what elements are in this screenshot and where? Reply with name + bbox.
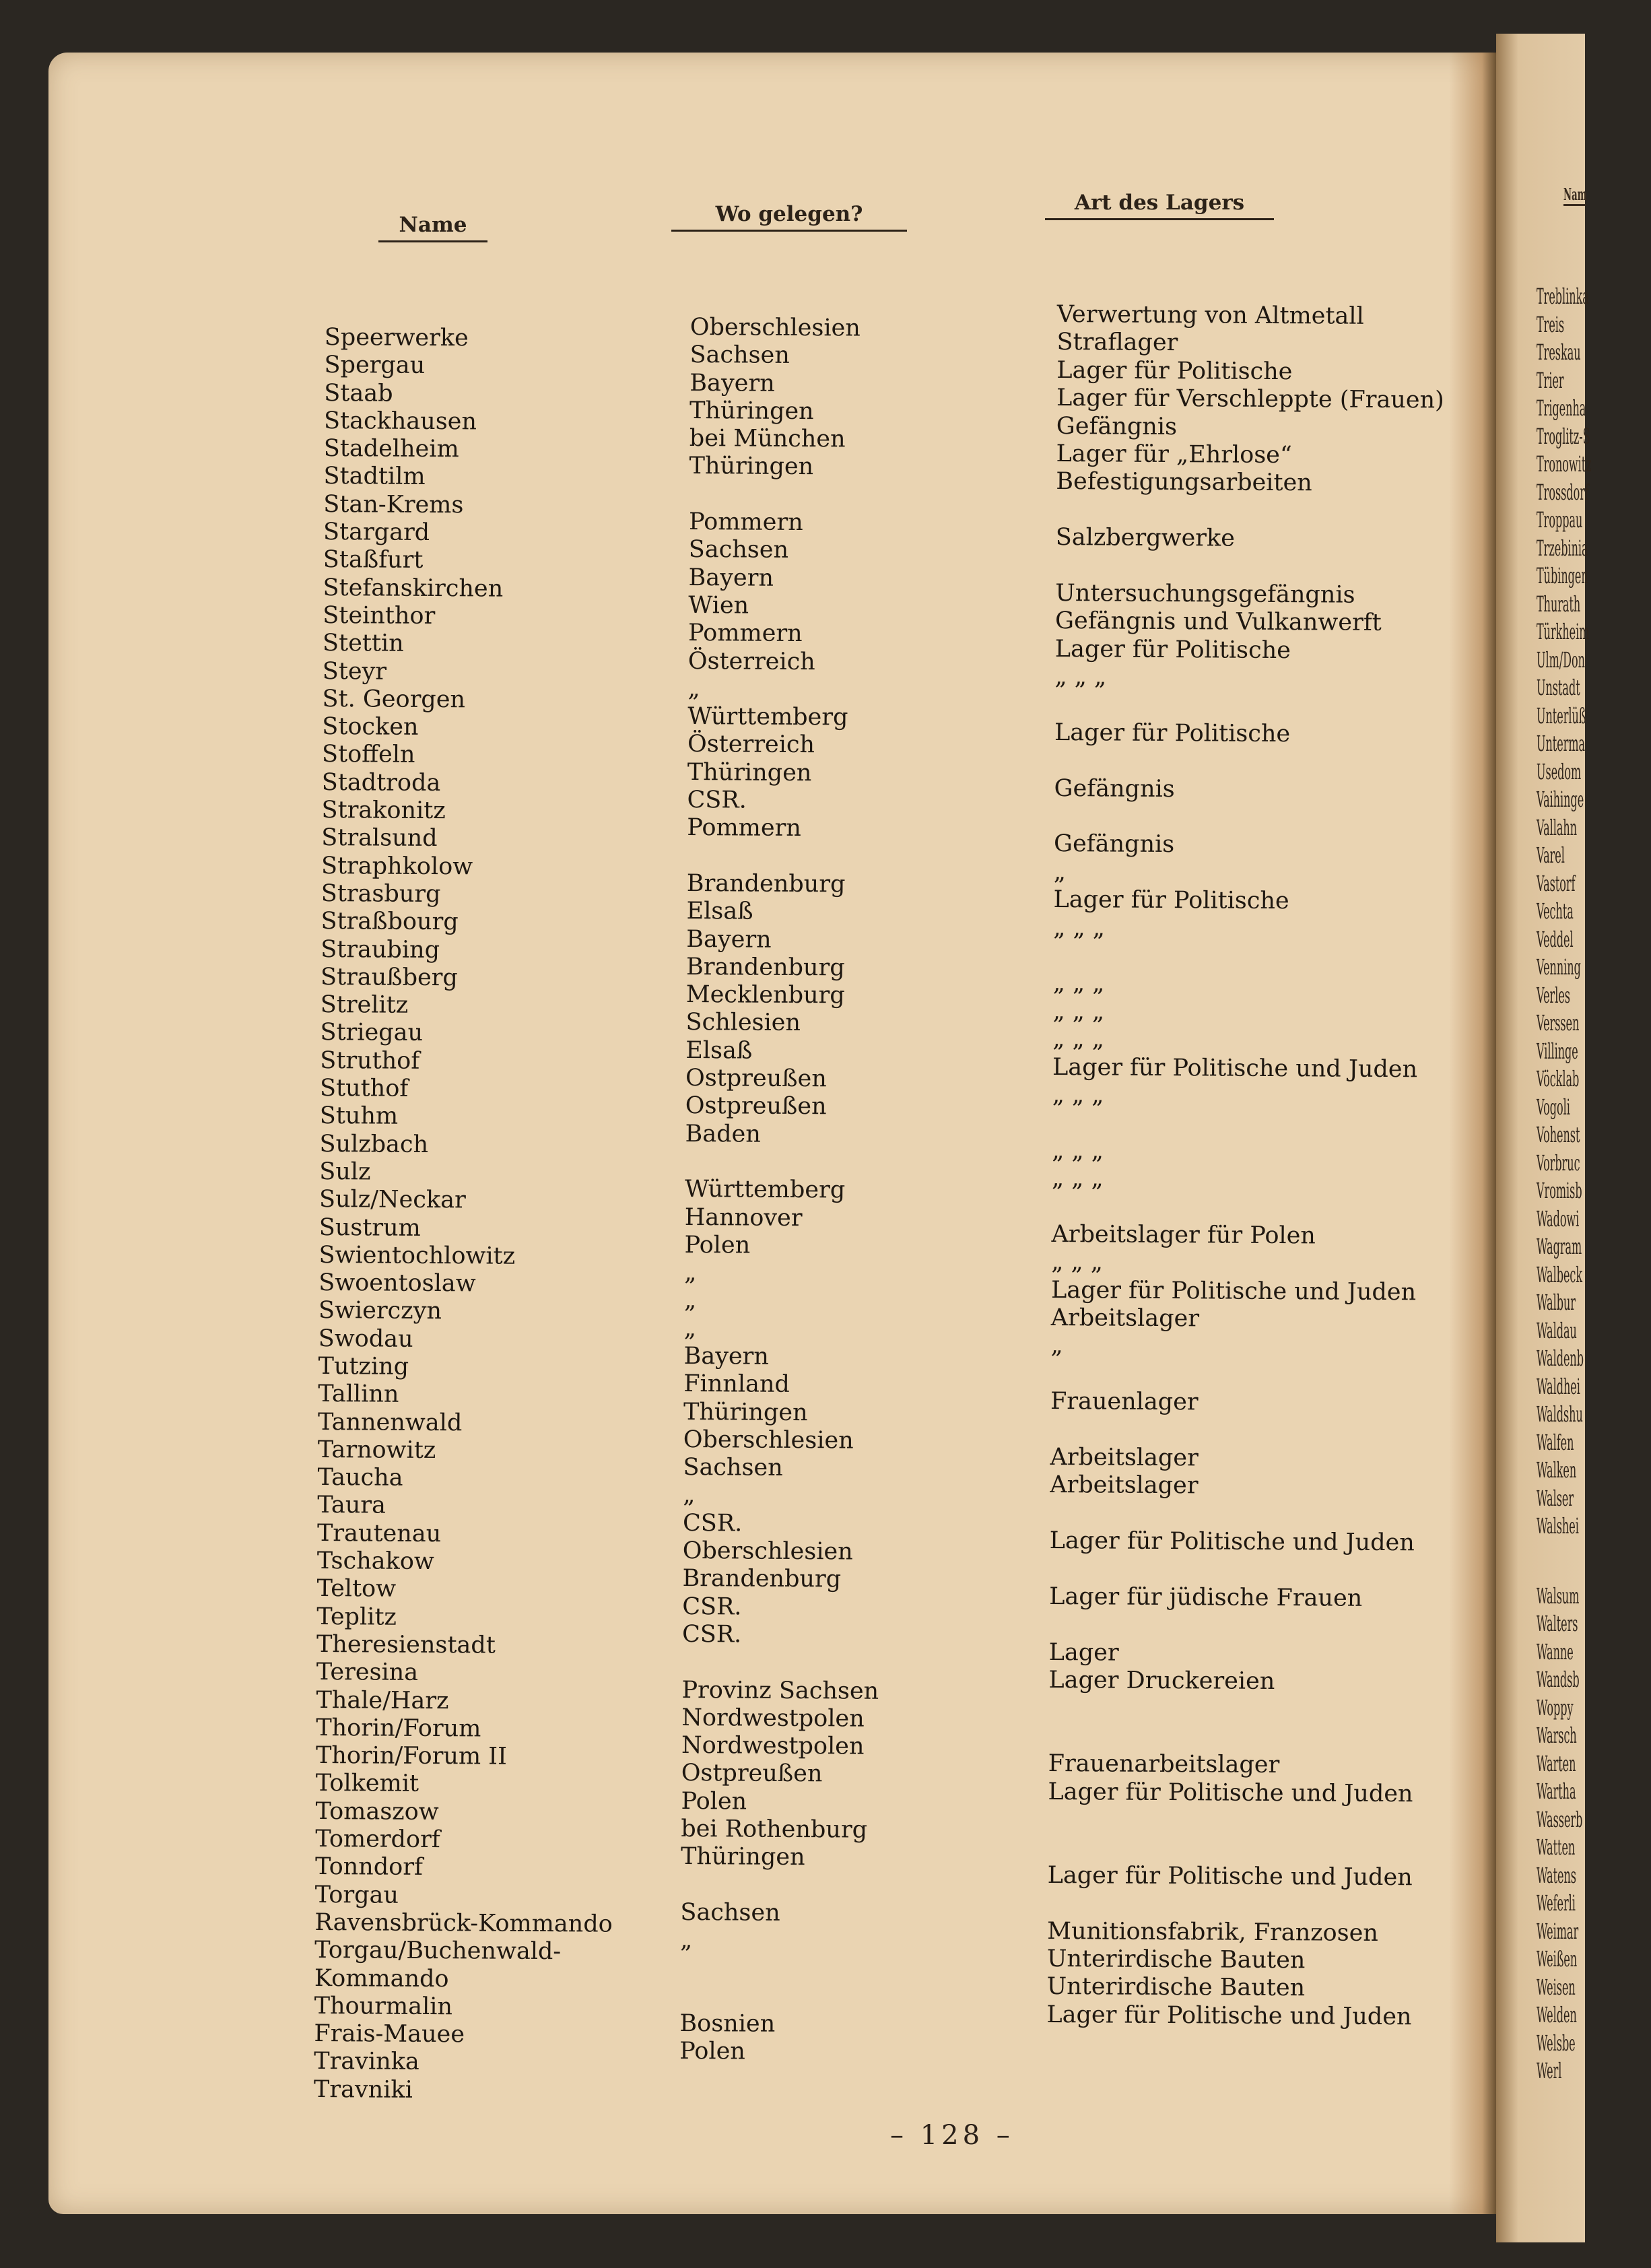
camp-type: [1054, 691, 1442, 721]
camp-type: [1054, 747, 1442, 777]
camp-name: Frais-Mauee: [314, 2020, 465, 2048]
camp-location: Bayern: [686, 925, 772, 954]
next-page-entry: Waldhei: [1537, 1373, 1580, 1399]
next-page-entry: Weisen: [1537, 1974, 1576, 2000]
camp-location: „: [683, 1287, 697, 1314]
camp-type: [1050, 1500, 1438, 1530]
camp-location: Oberschlesien: [689, 314, 861, 342]
next-page-entry: [1537, 1541, 1594, 1582]
camp-location: Polen: [684, 1231, 751, 1259]
next-page-entry: Troglitz-S: [1537, 423, 1590, 449]
camp-location: Polen: [681, 1787, 747, 1815]
camp-location: Sachsen: [688, 536, 789, 564]
camp-type: „ „ „: [1052, 997, 1105, 1026]
camp-name: Swodau: [318, 1325, 413, 1353]
camp-name: Thorin/Forum: [316, 1714, 481, 1743]
next-page-entry: Thurath: [1537, 591, 1581, 617]
camp-location: Österreich: [687, 731, 815, 759]
camp-location: Mecklenburg: [685, 981, 845, 1009]
camp-name: Spergau: [324, 352, 426, 380]
camp-name: Stadelheim: [323, 435, 459, 463]
camp-type: [1047, 1890, 1435, 1920]
camp-name: Steyr: [322, 657, 387, 686]
document-page: [48, 53, 1496, 2214]
camp-location: Thüringen: [683, 1398, 808, 1426]
camp-type: Untersuchungsgefängnis: [1055, 579, 1355, 609]
camp-location: Baden: [685, 1120, 761, 1148]
camp-name: Trautenau: [316, 1519, 442, 1547]
camp-location: „: [683, 1314, 697, 1342]
next-page-entry: Warten: [1537, 1750, 1576, 1776]
camp-type: Verwertung von Altmetall: [1056, 301, 1364, 330]
camp-type: Lager für Politische und Juden: [1052, 1053, 1418, 1083]
camp-type: Frauenlager: [1050, 1388, 1199, 1416]
next-page-entry: Unstadt: [1537, 675, 1580, 700]
camp-location: Sachsen: [689, 341, 790, 370]
camp-type: Salzbergwerke: [1055, 524, 1236, 552]
camp-location: „: [687, 675, 700, 702]
camp-location: Württemberg: [687, 703, 848, 731]
camp-location: CSR.: [687, 787, 747, 814]
camp-name: Staßfurt: [323, 546, 424, 574]
camp-type: [1048, 1694, 1436, 1725]
camp-type: Gefängnis: [1053, 830, 1175, 859]
next-page-entry: Ulm/Don: [1537, 646, 1585, 673]
camp-type: Lager: [1048, 1638, 1119, 1667]
next-page-entry-list: [1537, 283, 1651, 2086]
next-page-entry: Weimar: [1537, 1918, 1579, 1944]
type-column: [1046, 301, 1444, 2032]
page-number: – 128 –: [890, 2120, 1014, 2151]
next-page-entry: Vechta: [1537, 898, 1574, 924]
camp-location: Pommern: [687, 814, 802, 842]
next-page-entry: Trigenha: [1537, 395, 1586, 421]
camp-name: Sulzbach: [319, 1130, 429, 1158]
camp-name: Sulz/Neckar: [318, 1186, 466, 1214]
camp-type: Unterirdische Bauten: [1046, 1973, 1306, 2002]
camp-type: [1052, 1109, 1440, 1139]
next-page-entry: Waldenb: [1537, 1345, 1584, 1371]
next-page-entry: Veddel: [1537, 926, 1574, 952]
camp-name: Thourmalin: [314, 1992, 453, 2021]
camp-location: Wien: [688, 591, 749, 620]
camp-name: Taura: [317, 1492, 386, 1520]
camp-location: CSR.: [682, 1593, 742, 1621]
next-page-entry: Vromisb: [1537, 1178, 1582, 1203]
next-page-entry: Troppau: [1537, 507, 1583, 533]
camp-type: Arbeitslager für Polen: [1051, 1220, 1316, 1250]
camp-type: [1052, 1193, 1440, 1223]
camp-name: Tolkemit: [315, 1770, 419, 1798]
camp-location: Ostpreußen: [681, 1760, 823, 1788]
camp-type: Gefängnis und Vulkanwerft: [1054, 607, 1382, 637]
camp-name: Tomerdorf: [315, 1825, 440, 1854]
camp-location: [680, 1954, 877, 1983]
camp-location: Schlesien: [685, 1009, 801, 1037]
camp-name: Straubing: [321, 935, 440, 964]
camp-type: Munitionsfabrik, Franzosen: [1047, 1917, 1379, 1947]
next-page-entry: Walfen: [1537, 1429, 1574, 1455]
camp-location: Thüringen: [689, 453, 814, 481]
camp-location: Thüringen: [680, 1843, 805, 1871]
camp-name: Stadtilm: [323, 463, 426, 491]
next-page-entry: Trossdorf: [1537, 479, 1589, 505]
next-page-edge: [1496, 34, 1592, 2242]
camp-type: Lager für „Ehrlose“: [1056, 440, 1292, 469]
camp-name: Swoentoslaw: [318, 1269, 476, 1298]
camp-type: „: [1050, 1332, 1063, 1360]
camp-name: Stocken: [322, 713, 419, 741]
next-page-entry: Wartha: [1537, 1778, 1576, 1804]
camp-type: [1048, 1806, 1436, 1836]
camp-type: „ „ „: [1052, 1081, 1104, 1109]
camp-location: Nordwestpolen: [681, 1704, 865, 1733]
camp-name: Straphkolow: [321, 852, 473, 881]
camp-location: bei München: [689, 425, 846, 453]
camp-type: Lager für Politische: [1056, 356, 1293, 385]
next-page-entry: Weferli: [1537, 1890, 1576, 1916]
camp-name: Swierczyn: [318, 1297, 442, 1325]
next-page-entry: Wadowi: [1537, 1205, 1580, 1232]
camp-name: Sulz: [319, 1158, 371, 1186]
camp-type: Arbeitslager: [1050, 1304, 1200, 1333]
camp-type: Lager Druckereien: [1048, 1667, 1275, 1696]
camp-name: Stralsund: [321, 824, 438, 853]
camp-type: Lager für Politische und Juden: [1048, 1778, 1413, 1807]
camp-name: Tutzing: [318, 1352, 409, 1380]
camp-type: [1056, 496, 1444, 527]
camp-name: Strasburg: [321, 879, 441, 908]
camp-type: Lager für Politische und Juden: [1049, 1527, 1415, 1557]
next-page-entry: Türkheim: [1537, 619, 1590, 644]
camp-name: Stargard: [323, 519, 430, 547]
camp-location: „: [680, 1927, 693, 1954]
next-page-entry: Warsch: [1537, 1723, 1577, 1748]
camp-location: Elsaß: [685, 1036, 753, 1065]
next-page-entry: Waldshu: [1537, 1401, 1583, 1427]
camp-name: Torgau/Buchenwald-: [314, 1937, 562, 1966]
camp-type: Lager für Verschleppte (Frauen): [1056, 385, 1444, 414]
camp-name: Stuhm: [319, 1102, 399, 1131]
next-page-entry: Villinge: [1537, 1038, 1578, 1064]
camp-location: [689, 481, 886, 510]
camp-name: Steinthor: [323, 601, 436, 630]
next-page-column-header: Nam: [1563, 185, 1586, 206]
next-page-entry: Treblinka: [1537, 284, 1589, 309]
camp-type: „ „ „: [1052, 970, 1105, 997]
camp-location: „: [683, 1481, 696, 1509]
camp-name: Swientochlowitz: [318, 1241, 516, 1270]
next-page-entry: Unterma: [1537, 731, 1586, 756]
camp-name: Ravensbrück-Kommando: [314, 1908, 613, 1938]
camp-type: [1048, 1834, 1436, 1864]
camp-location: Finnland: [683, 1370, 790, 1399]
camp-name: Tarnowitz: [317, 1436, 436, 1464]
camp-location: bei Rothenburg: [681, 1815, 868, 1844]
camp-name: St. Georgen: [322, 685, 466, 714]
next-page-entry: Verssen: [1537, 1010, 1580, 1036]
camp-location: Elsaß: [686, 898, 753, 925]
camp-name: Striegau: [320, 1019, 424, 1047]
camp-name: Straßbourg: [321, 908, 459, 936]
camp-name: Strelitz: [320, 991, 409, 1019]
camp-type: „ „ „: [1053, 914, 1106, 942]
location-column: [679, 314, 887, 2067]
camp-name: Torgau: [314, 1881, 399, 1909]
column-header-location: Wo gelegen?: [671, 202, 907, 232]
camp-location: Sachsen: [680, 1898, 780, 1927]
camp-location: Bosnien: [679, 2010, 776, 2038]
camp-location: Thüringen: [689, 397, 814, 426]
camp-type: [1054, 803, 1442, 833]
camp-name: Struthof: [320, 1046, 420, 1075]
camp-type: Straflager: [1056, 329, 1178, 357]
camp-name: Tschakow: [316, 1547, 434, 1576]
next-page-entry: Welsbe: [1537, 2030, 1576, 2056]
next-page-entry: Wagram: [1537, 1234, 1582, 1259]
camp-location: [681, 1871, 878, 1900]
camp-type: „: [1053, 858, 1067, 886]
next-page-entry: Venning: [1537, 954, 1581, 980]
camp-name: Stettin: [322, 630, 404, 657]
next-page-entry: Varel: [1537, 842, 1565, 868]
camp-name: Tannenwald: [317, 1408, 463, 1436]
camp-location: Bayern: [688, 564, 774, 592]
camp-location: Hannover: [684, 1203, 803, 1232]
camp-location: CSR.: [682, 1509, 743, 1537]
camp-location: Oberschlesien: [683, 1426, 854, 1455]
camp-location: Bayern: [689, 369, 775, 397]
next-page-entry: Unterlüß: [1537, 702, 1586, 729]
next-page-entry: Usedom: [1537, 758, 1582, 785]
camp-name: Stadtroda: [321, 768, 441, 797]
column-header-type: Art des Lagers: [1045, 191, 1274, 220]
next-page-entry: Walken: [1537, 1457, 1577, 1483]
next-page-entry: Trzebinia: [1537, 535, 1588, 561]
camp-type: Gefängnis: [1056, 412, 1178, 440]
camp-name: Travniki: [313, 2075, 413, 2104]
camp-location: [685, 1148, 882, 1177]
camp-name: Stuthof: [319, 1074, 409, 1102]
camp-location: Bayern: [683, 1342, 770, 1370]
camp-location: Thüringen: [687, 758, 812, 787]
next-page-entry: Vöcklab: [1537, 1066, 1580, 1092]
camp-type: „ „ „: [1052, 1026, 1105, 1053]
page-gutter-shadow: [1449, 53, 1496, 2214]
camp-location: [687, 842, 884, 871]
next-page-entry: Watten: [1537, 1834, 1576, 1860]
next-page-entry: Wandsb: [1537, 1667, 1580, 1692]
camp-name: Thorin/Forum II: [315, 1742, 508, 1770]
camp-type: [1049, 1611, 1437, 1641]
camp-name: Stackhausen: [323, 407, 477, 436]
camp-name: Tonndorf: [314, 1853, 424, 1881]
camp-type: [1050, 1416, 1438, 1446]
camp-name: Taucha: [317, 1464, 403, 1492]
camp-name: Thale/Harz: [316, 1686, 449, 1714]
name-column: [314, 324, 622, 2106]
next-page-entry: Verles: [1537, 982, 1570, 1008]
camp-location: Österreich: [687, 647, 815, 675]
next-page-entry: Woppy: [1537, 1694, 1574, 1721]
camp-location: [682, 1648, 879, 1677]
camp-type: [1050, 1360, 1438, 1391]
camp-name: Stan-Krems: [323, 490, 464, 519]
camp-type: „ „ „: [1052, 1137, 1104, 1165]
camp-type: Frauenarbeitslager: [1048, 1750, 1280, 1779]
camp-name: Tomaszow: [315, 1797, 439, 1826]
camp-location: Pommern: [687, 620, 803, 648]
camp-name: Teresina: [316, 1659, 419, 1687]
camp-location: „: [684, 1259, 697, 1287]
next-page-entry: Walshei: [1537, 1513, 1579, 1539]
camp-type: [1055, 552, 1443, 582]
camp-type: Befestigungsarbeiten: [1056, 468, 1312, 497]
next-page-entry: Treskau: [1537, 339, 1581, 365]
camp-name: Stefanskirchen: [323, 574, 504, 603]
camp-location: Ostpreußen: [685, 1092, 827, 1121]
next-page-entry: Waldau: [1537, 1317, 1577, 1343]
next-page-entry: Treis: [1537, 311, 1565, 337]
next-page-entry: Vallahn: [1537, 814, 1578, 840]
camp-type: Unterirdische Bauten: [1046, 1945, 1306, 1974]
camp-location: CSR.: [681, 1620, 742, 1648]
next-page-entry: Walser: [1537, 1485, 1574, 1511]
camp-type: [1049, 1556, 1437, 1586]
next-page-entry: Walters: [1537, 1611, 1578, 1636]
camp-type: Lager für Politische und Juden: [1047, 1861, 1413, 1892]
camp-name: Strakonitz: [321, 797, 446, 825]
camp-type: [1053, 942, 1441, 972]
camp-location: Brandenburg: [682, 1565, 842, 1593]
next-page-entry: Vorbruc: [1537, 1149, 1580, 1176]
camp-type: [1048, 1723, 1436, 1753]
camp-name: Teplitz: [316, 1603, 397, 1631]
next-page-entry: Wanne: [1537, 1638, 1574, 1665]
camp-name: Stoffeln: [321, 741, 415, 769]
camp-location: Brandenburg: [685, 953, 845, 982]
camp-name: Sustrum: [318, 1213, 421, 1242]
camp-name: Travinka: [314, 2048, 419, 2076]
camp-location: Brandenburg: [686, 869, 846, 898]
camp-type: Arbeitslager: [1050, 1471, 1199, 1500]
camp-location: Polen: [679, 2038, 746, 2065]
camp-name: Tallinn: [318, 1380, 399, 1408]
camp-type: Gefängnis: [1054, 774, 1175, 803]
next-page-entry: Weißen: [1537, 1946, 1578, 1972]
camp-name: Theresienstadt: [316, 1630, 496, 1659]
camp-location: Württemberg: [684, 1176, 846, 1204]
camp-name: Teltow: [316, 1575, 397, 1603]
camp-type: „ „ „: [1051, 1248, 1104, 1276]
camp-name: Speerwerke: [324, 324, 469, 352]
camp-type: Lager für Politische: [1054, 635, 1291, 664]
next-page-entry: Welden: [1537, 2002, 1577, 2028]
next-page-entry: Watens: [1537, 1862, 1577, 1888]
camp-type: „ „ „: [1054, 663, 1107, 691]
camp-location: [680, 1982, 877, 2011]
next-page-entry: Trier: [1537, 367, 1564, 393]
camp-type: „ „ „: [1051, 1165, 1104, 1193]
camp-location: Sachsen: [683, 1454, 783, 1482]
camp-location: Nordwestpolen: [681, 1732, 865, 1760]
camp-type: Lager für Politische: [1054, 719, 1291, 747]
camp-name: Kommando: [314, 1964, 449, 1993]
next-page-entry: Vaihinge: [1537, 787, 1584, 812]
next-page-entry: Vastorf: [1537, 870, 1576, 896]
next-page-entry: Vohenst: [1537, 1122, 1580, 1147]
next-page-entry: Vogoli: [1537, 1094, 1570, 1120]
next-page-entry: Walbur: [1537, 1290, 1576, 1315]
next-page-entry: Tronowitz: [1537, 451, 1592, 477]
camp-type: Arbeitslager: [1050, 1443, 1199, 1472]
next-page-entry: Tübingen: [1537, 563, 1588, 589]
camp-type: Lager für Politische: [1053, 886, 1289, 915]
next-page-entry: Walsum: [1537, 1582, 1580, 1609]
camp-type: Lager für jüdische Frauen: [1049, 1582, 1363, 1612]
camp-type: Lager für Politische und Juden: [1050, 1276, 1417, 1306]
next-page-entry: Walbeck: [1537, 1261, 1583, 1288]
next-page-entry: Werl: [1537, 2058, 1562, 2083]
next-page-entry: Wasserb: [1537, 1806, 1583, 1832]
camp-location: Provinz Sachsen: [681, 1676, 879, 1705]
camp-type: Lager für Politische und Juden: [1046, 2001, 1412, 2031]
camp-location: Oberschlesien: [682, 1537, 853, 1566]
camp-location: Pommern: [688, 508, 803, 537]
camp-name: Straußberg: [320, 963, 459, 992]
camp-name: Staab: [324, 379, 393, 407]
column-header-name: Name: [378, 213, 487, 242]
camp-location: Ostpreußen: [685, 1064, 827, 1093]
